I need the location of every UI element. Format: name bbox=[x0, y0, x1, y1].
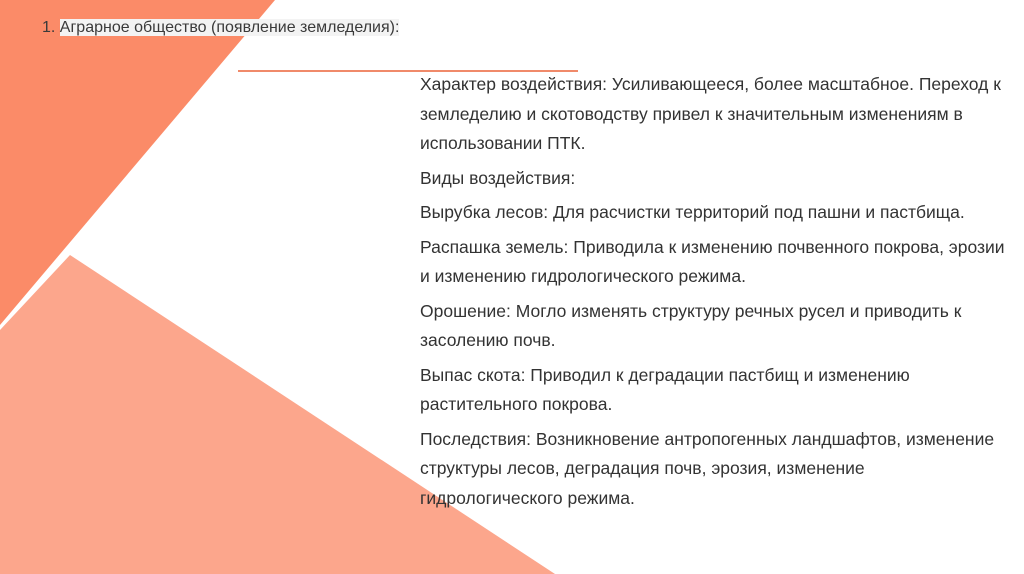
heading-text: Аграрное общество (появление земледелия): bbox=[59, 19, 400, 36]
paragraph-irrigation: Орошение: Могло изменять структуру речных русел и приводить к засолению почв. bbox=[420, 300, 962, 350]
paragraph-impact-character: Характер воздействия: Усиливающееся, более масштабное. Переход к земледелию и скотоводству привел к значительным изменениям в использовании ПТК. bbox=[420, 74, 1001, 153]
paragraph-consequences: Последствия: Возникновение антропогенных ландшафтов, изменение структуры лесов, деградация почв, эрозия, изменение гидрологического режима. bbox=[420, 428, 995, 508]
upper-triangle-shape bbox=[0, 0, 275, 325]
slide-heading bbox=[42, 18, 399, 38]
paragraph-impact-types: Виды воздействия: bbox=[420, 167, 576, 188]
heading-number: 1. bbox=[42, 19, 56, 36]
paragraph-deforestation: Вырубка лесов: Для расчистки территорий под пашни и пастбища. bbox=[420, 202, 965, 222]
paragraph-plowing: Распашка земель: Приводила к изменению почвенного покрова, эрозии и изменению гидрологического режима. bbox=[420, 236, 1005, 286]
paragraph-grazing: Выпас скота: Приводил к деградации пастбищ и изменению растительного покрова. bbox=[420, 364, 910, 414]
content-body bbox=[420, 70, 1012, 518]
